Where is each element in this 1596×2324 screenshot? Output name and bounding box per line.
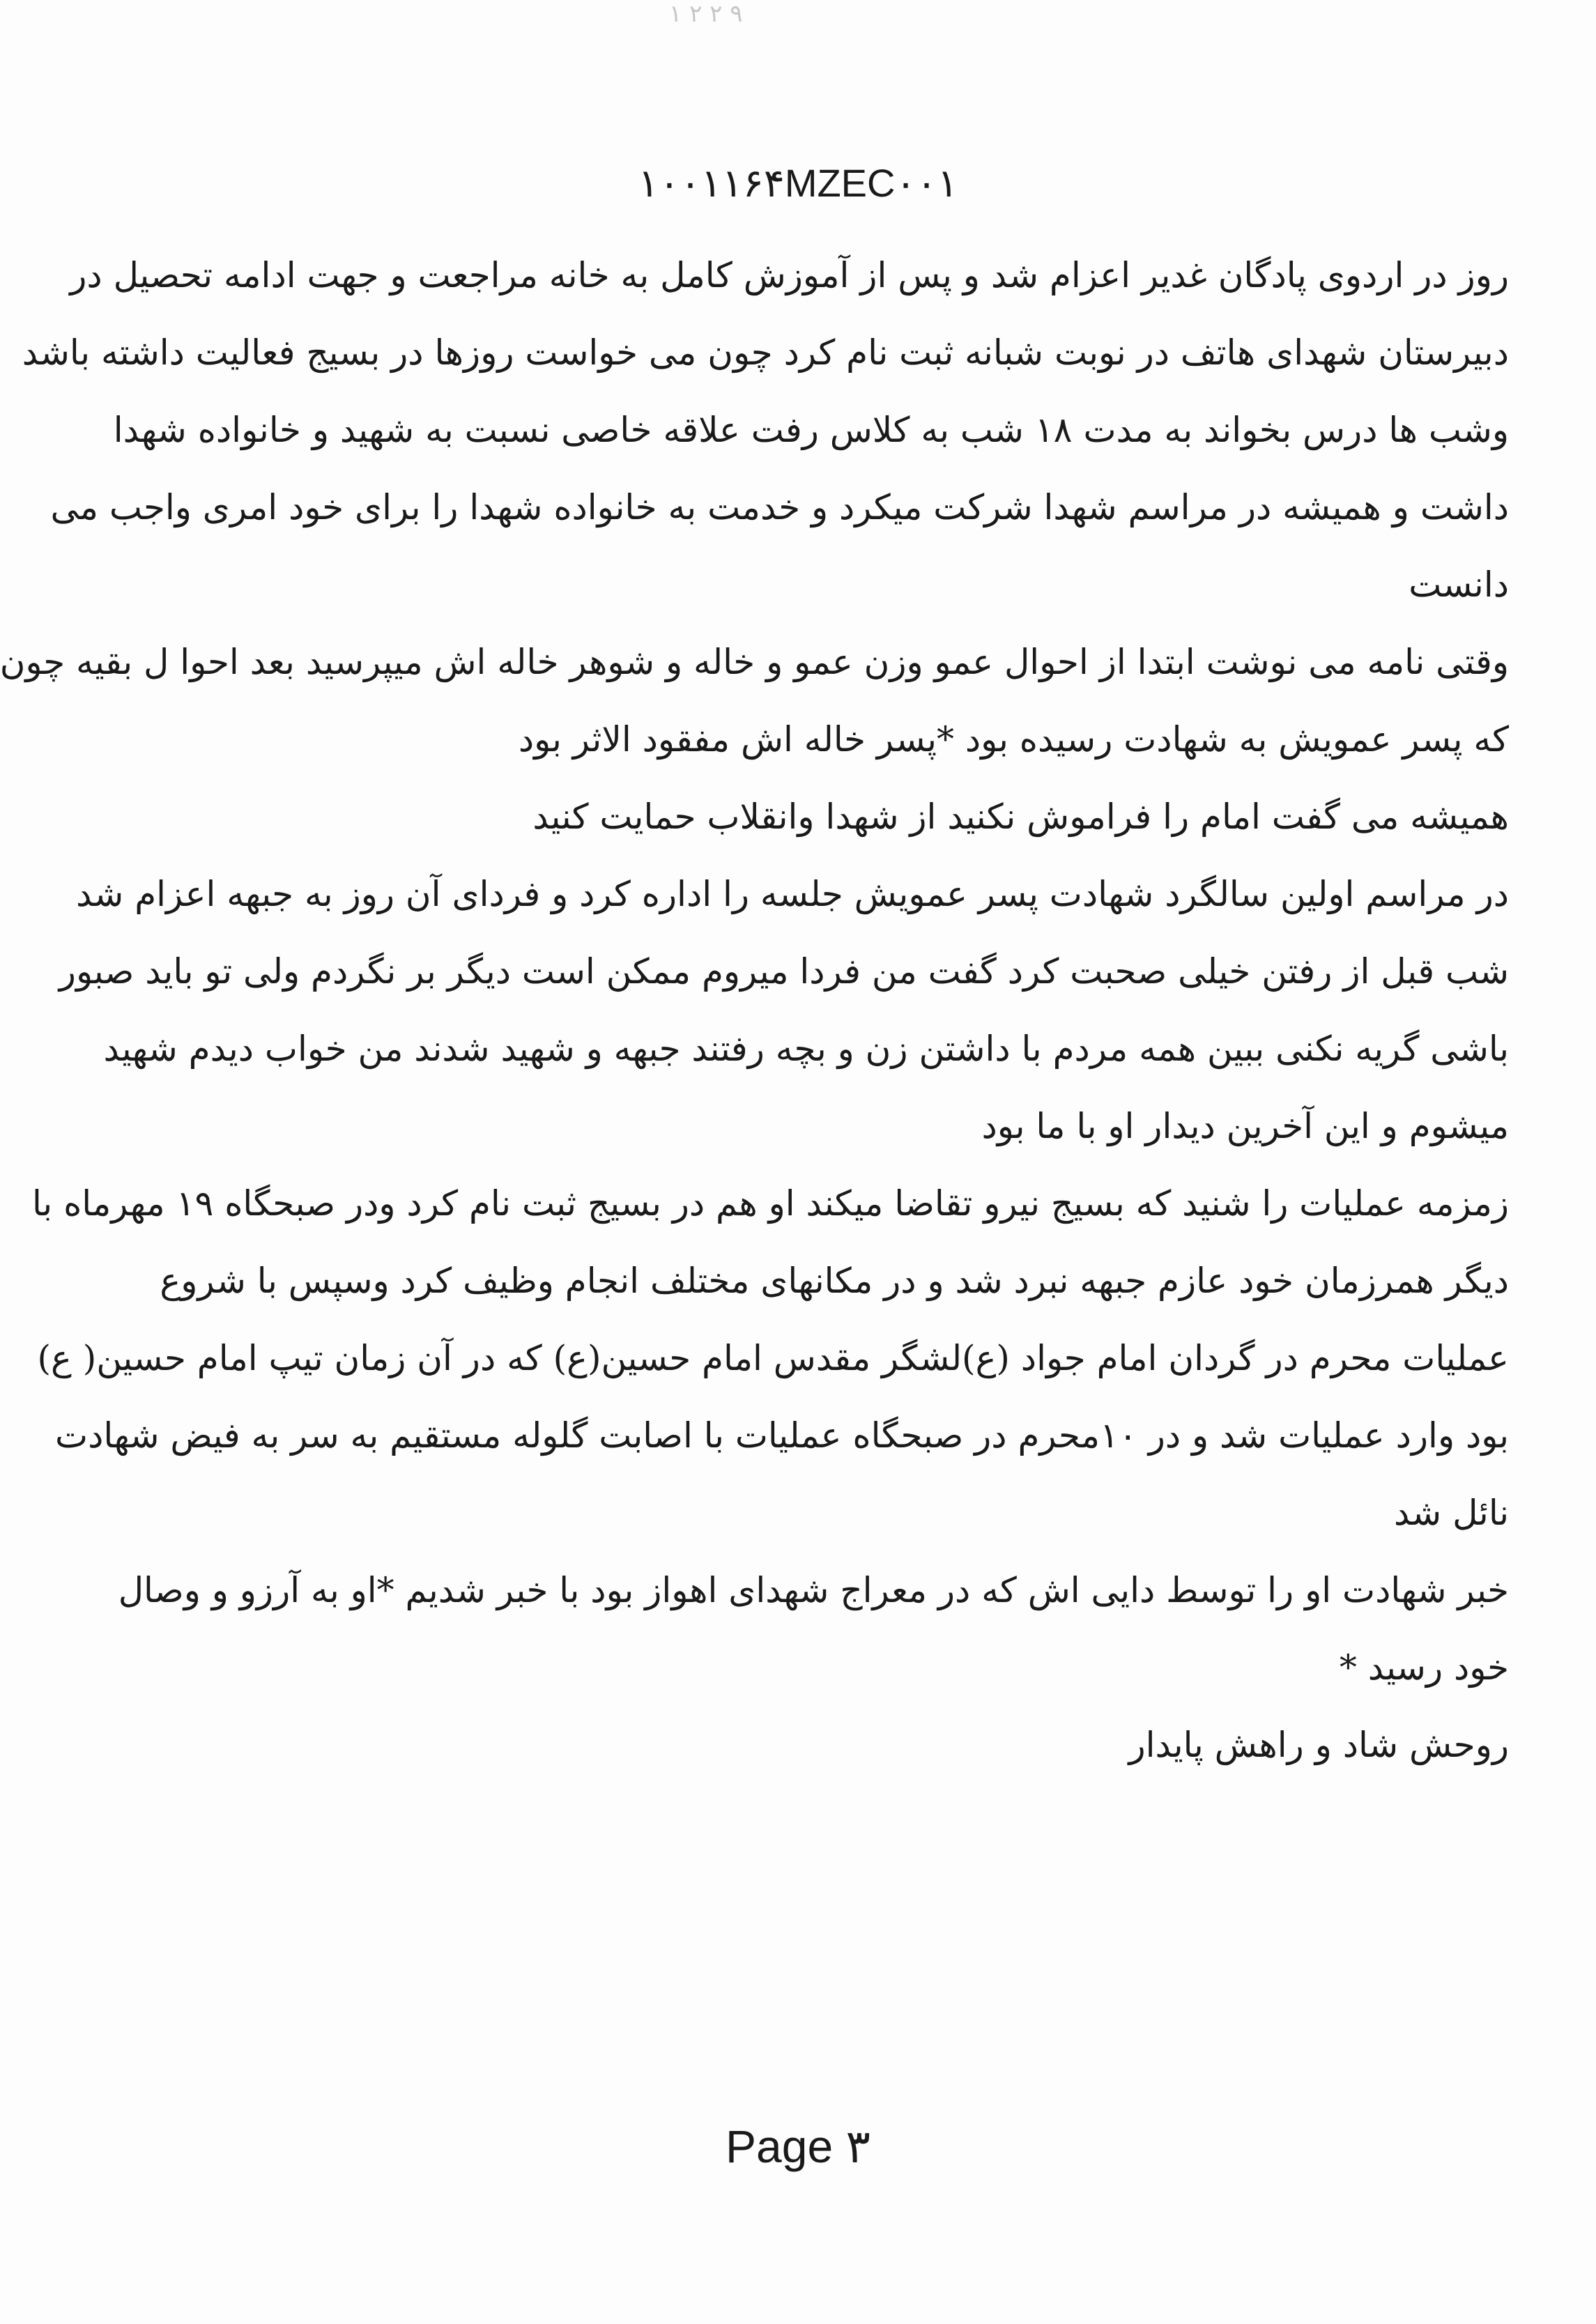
document-code: ۱۰۰۱۱۶۴MZEC۰۰۱ <box>638 161 958 205</box>
body-line: وقتی نامه می نوشت ابتدا از احوال عمو وزن عمو و خاله و شوهر خاله اش میپرسید بعد احوا ل بقیه چون <box>0 642 1509 682</box>
body-line: وشب ها درس بخواند به مدت ۱۸ شب به کلاس رفت علاقه خاصی نسبت به شهید و خانواده شهدا <box>113 410 1509 450</box>
body-line: نائل شد <box>1394 1493 1509 1533</box>
body-line: بود وارد عملیات شد و در ۱۰محرم در صبحگاه عملیات با اصابت گلوله مستقیم به سر به فیض شهادت <box>55 1415 1509 1456</box>
page-number: Page ۳ <box>726 2121 870 2172</box>
body-line: باشی گریه نکنی ببین همه مردم با داشتن زن و بچه رفتند جبهه و شهید شدند من خواب دیدم شهید <box>103 1029 1509 1069</box>
body-line: دانست <box>1409 564 1509 605</box>
body-line: که پسر عمویش به شهادت رسیده بود *پسر خاله اش مفقود الاثر بود <box>518 719 1509 760</box>
body-line: دیگر همرزمان خود عازم جبهه نبرد شد و در مکانهای مختلف انجام وظیف کرد وسپس با شروع <box>160 1261 1509 1301</box>
body-line: دبیرستان شهدای هاتف در نوبت شبانه ثبت نام کرد چون می خواست روزها در بسیج فعالیت داشته باشد <box>22 332 1509 373</box>
body-line: میشوم و این آخرین دیدار او با ما بود <box>981 1106 1509 1146</box>
body-line: داشت و همیشه در مراسم شهدا شرکت میکرد و خدمت به خانواده شهدا را برای خود امری واجب می <box>50 487 1509 528</box>
body-line: همیشه می گفت امام را فراموش نکنید از شهدا وانقلاب حمایت کنید <box>532 797 1509 837</box>
document-body <box>0 237 1509 1784</box>
body-line: زمزمه عملیات را شنید که بسیج نیرو تقاضا میکند او هم در بسیج ثبت نام کرد ودر صبحگاه ۱۹ مهرماه با <box>32 1183 1509 1224</box>
body-line: شب قبل از رفتن خیلی صحبت کرد گفت من فردا میروم ممکن است دیگر بر نگردم ولی تو باید صبور <box>59 951 1509 992</box>
body-line: خبر شهادت او را توسط دایی اش که در معراج شهدای اهواز بود با خبر شدیم *او به آرزو و وصال <box>118 1570 1509 1610</box>
body-line: خود رسید * <box>1339 1647 1509 1688</box>
body-line: روز در اردوی پادگان غدیر اعزام شد و پس از آموزش کامل به خانه مراجعت و جهت ادامه تحصیل در <box>70 255 1509 295</box>
stamp-mark: ۱ ۲ ۲ ۹ <box>669 0 743 28</box>
body-line: عملیات محرم در گردان امام جواد (ع)لشگر مقدس امام حسین(ع) که در آن زمان تیپ امام حسین( ع) <box>37 1338 1509 1378</box>
body-line: روحش شاد و راهش پایدار <box>1128 1725 1509 1765</box>
body-line: در مراسم اولین سالگرد شهادت پسر عمویش جلسه را اداره کرد و فردای آن روز به جبهه اعزام شد <box>76 874 1509 914</box>
